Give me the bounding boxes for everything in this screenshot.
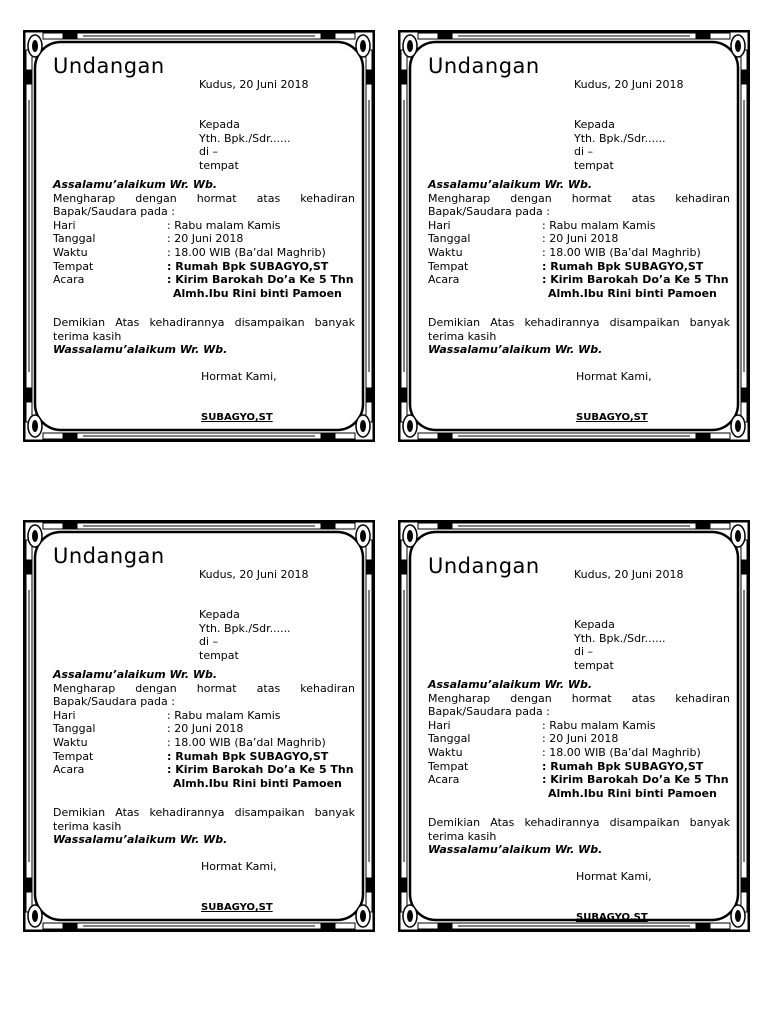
detail-value: : Kirim Barokah Do’a Ke 5 Thn — [167, 273, 354, 287]
regards-line: Hormat Kami, — [201, 370, 277, 383]
recipient-block — [199, 118, 291, 172]
date-line: Kudus, 20 Juni 2018 — [574, 568, 684, 581]
detail-value: : Rumah Bpk SUBAGYO,ST — [542, 759, 704, 773]
detail-row-day — [428, 219, 730, 233]
detail-label: Tanggal — [428, 732, 471, 746]
recipient-line: Yth. Bpk./Sdr...... — [199, 621, 291, 635]
detail-value-continued: Almh.Ibu Rini binti Pamoen — [548, 786, 717, 800]
recipient-block — [574, 618, 666, 672]
detail-label: Waktu — [53, 735, 88, 749]
invitation-title: Undangan — [53, 544, 165, 568]
closing-line: Demikian Atas kehadirannya disampaikan banyak — [428, 816, 730, 829]
closing-block — [428, 816, 730, 857]
closing-line: Demikian Atas kehadirannya disampaikan banyak — [53, 316, 355, 329]
detail-value: : Rabu malam Kamis — [167, 218, 281, 232]
closing-line: Demikian Atas kehadirannya disampaikan banyak — [53, 806, 355, 819]
detail-label: Tanggal — [53, 232, 96, 246]
closing-line: terima kasih — [53, 329, 122, 343]
detail-value: : Rabu malam Kamis — [542, 718, 656, 732]
regards-line: Hormat Kami, — [201, 860, 277, 873]
closing-block — [53, 316, 355, 357]
detail-row-place — [428, 260, 730, 274]
recipient-line: tempat — [574, 658, 614, 672]
detail-value: : Rumah Bpk SUBAGYO,ST — [167, 749, 329, 763]
closing-line: terima kasih — [428, 829, 497, 843]
detail-row-time — [53, 246, 355, 260]
signature-name: SUBAGYO,ST — [576, 912, 648, 923]
detail-row-place — [428, 760, 730, 774]
invitation-card — [398, 520, 750, 932]
closing-block — [53, 806, 355, 847]
detail-row-time — [53, 736, 355, 750]
detail-value: : 20 Juni 2018 — [542, 232, 619, 246]
detail-label: Waktu — [428, 245, 463, 259]
invitation-card — [23, 30, 375, 442]
detail-row-time — [428, 746, 730, 760]
recipient-block — [199, 608, 291, 662]
detail-value: : Kirim Barokah Do’a Ke 5 Thn — [542, 773, 729, 787]
detail-row-date — [53, 232, 355, 246]
detail-value: : 20 Juni 2018 — [542, 732, 619, 746]
detail-label: Tempat — [53, 749, 94, 763]
farewell: Wassalamu’alaikum Wr. Wb. — [428, 343, 603, 357]
detail-row-day — [428, 719, 730, 733]
detail-value: : Rumah Bpk SUBAGYO,ST — [542, 259, 704, 273]
detail-value-continued: Almh.Ibu Rini binti Pamoen — [548, 286, 717, 300]
recipient-line: di – — [574, 645, 594, 659]
closing-block — [428, 316, 730, 357]
closing-line: terima kasih — [428, 329, 497, 343]
closing-line: terima kasih — [53, 819, 122, 833]
detail-label: Hari — [428, 218, 451, 232]
detail-label: Acara — [428, 773, 460, 787]
detail-value: : 20 Juni 2018 — [167, 722, 244, 736]
recipient-line: tempat — [574, 158, 614, 172]
invitation-title: Undangan — [428, 554, 540, 578]
detail-label: Hari — [53, 708, 76, 722]
recipient-line: Yth. Bpk./Sdr...... — [199, 131, 291, 145]
detail-value: : 18.00 WIB (Ba’dal Maghrib) — [542, 245, 701, 259]
recipient-line: Yth. Bpk./Sdr...... — [574, 131, 666, 145]
detail-label: Waktu — [428, 745, 463, 759]
intro-line: Mengharap dengan hormat atas kehadiran — [53, 191, 355, 205]
signature-name: SUBAGYO,ST — [201, 902, 273, 913]
detail-value-continued: Almh.Ibu Rini binti Pamoen — [173, 776, 342, 790]
intro-line: Bapak/Saudara pada : — [428, 205, 550, 219]
detail-value: : Rabu malam Kamis — [542, 218, 656, 232]
recipient-line: tempat — [199, 158, 239, 172]
greeting: Assalamu’alaikum Wr. Wb. — [428, 178, 593, 191]
invitation-card — [23, 520, 375, 932]
detail-row-event — [428, 773, 730, 787]
detail-row-day — [53, 219, 355, 233]
intro-line: Mengharap dengan hormat atas kehadiran — [428, 691, 730, 705]
greeting: Assalamu’alaikum Wr. Wb. — [428, 678, 593, 691]
recipient-line: Yth. Bpk./Sdr...... — [574, 631, 666, 645]
detail-value: : Rumah Bpk SUBAGYO,ST — [167, 259, 329, 273]
detail-row-date — [53, 722, 355, 736]
invitation-title: Undangan — [428, 54, 540, 78]
detail-label: Hari — [428, 718, 451, 732]
invitation-body — [428, 678, 730, 800]
recipient-line: Kepada — [199, 118, 240, 131]
detail-value: : Kirim Barokah Do’a Ke 5 Thn — [167, 763, 354, 777]
invitation-body — [53, 178, 355, 300]
intro-line: Mengharap dengan hormat atas kehadiran — [428, 191, 730, 205]
detail-label: Acara — [428, 273, 460, 287]
detail-label: Tempat — [428, 759, 469, 773]
greeting: Assalamu’alaikum Wr. Wb. — [53, 668, 218, 681]
recipient-line: di – — [199, 145, 219, 159]
detail-row-event — [428, 273, 730, 287]
intro-line: Bapak/Saudara pada : — [53, 695, 175, 709]
recipient-line: tempat — [199, 648, 239, 662]
detail-row-date — [428, 732, 730, 746]
detail-row-place — [53, 260, 355, 274]
greeting: Assalamu’alaikum Wr. Wb. — [53, 178, 218, 191]
detail-value: : 18.00 WIB (Ba’dal Maghrib) — [542, 745, 701, 759]
detail-value: : 18.00 WIB (Ba’dal Maghrib) — [167, 245, 326, 259]
signature-name: SUBAGYO,ST — [201, 412, 273, 423]
farewell: Wassalamu’alaikum Wr. Wb. — [428, 843, 603, 857]
date-line: Kudus, 20 Juni 2018 — [199, 78, 309, 91]
detail-row-event — [53, 763, 355, 777]
recipient-line: Kepada — [199, 608, 240, 621]
detail-label: Tempat — [53, 259, 94, 273]
invitation-body — [428, 178, 730, 300]
signature-name: SUBAGYO,ST — [576, 412, 648, 423]
recipient-line: Kepada — [574, 118, 615, 131]
detail-row-event — [53, 273, 355, 287]
detail-row-place — [53, 750, 355, 764]
intro-line: Bapak/Saudara pada : — [53, 205, 175, 219]
detail-value-continued: Almh.Ibu Rini binti Pamoen — [173, 286, 342, 300]
detail-value: : Kirim Barokah Do’a Ke 5 Thn — [542, 273, 729, 287]
regards-line: Hormat Kami, — [576, 870, 652, 883]
intro-line: Mengharap dengan hormat atas kehadiran — [53, 681, 355, 695]
recipient-line: di – — [574, 145, 594, 159]
intro-line: Bapak/Saudara pada : — [428, 705, 550, 719]
invitation-title: Undangan — [53, 54, 165, 78]
detail-label: Acara — [53, 763, 85, 777]
invitation-card — [398, 30, 750, 442]
detail-label: Tempat — [428, 259, 469, 273]
closing-line: Demikian Atas kehadirannya disampaikan banyak — [428, 316, 730, 329]
farewell: Wassalamu’alaikum Wr. Wb. — [53, 833, 228, 847]
detail-label: Waktu — [53, 245, 88, 259]
detail-label: Tanggal — [53, 722, 96, 736]
detail-row-date — [428, 232, 730, 246]
detail-label: Acara — [53, 273, 85, 287]
detail-row-time — [428, 246, 730, 260]
detail-label: Tanggal — [428, 232, 471, 246]
detail-label: Hari — [53, 218, 76, 232]
regards-line: Hormat Kami, — [576, 370, 652, 383]
detail-value: : 18.00 WIB (Ba’dal Maghrib) — [167, 735, 326, 749]
recipient-line: di – — [199, 635, 219, 649]
date-line: Kudus, 20 Juni 2018 — [199, 568, 309, 581]
date-line: Kudus, 20 Juni 2018 — [574, 78, 684, 91]
recipient-line: Kepada — [574, 618, 615, 631]
recipient-block — [574, 118, 666, 172]
detail-row-day — [53, 709, 355, 723]
farewell: Wassalamu’alaikum Wr. Wb. — [53, 343, 228, 357]
invitation-body — [53, 668, 355, 790]
detail-value: : Rabu malam Kamis — [167, 708, 281, 722]
detail-value: : 20 Juni 2018 — [167, 232, 244, 246]
